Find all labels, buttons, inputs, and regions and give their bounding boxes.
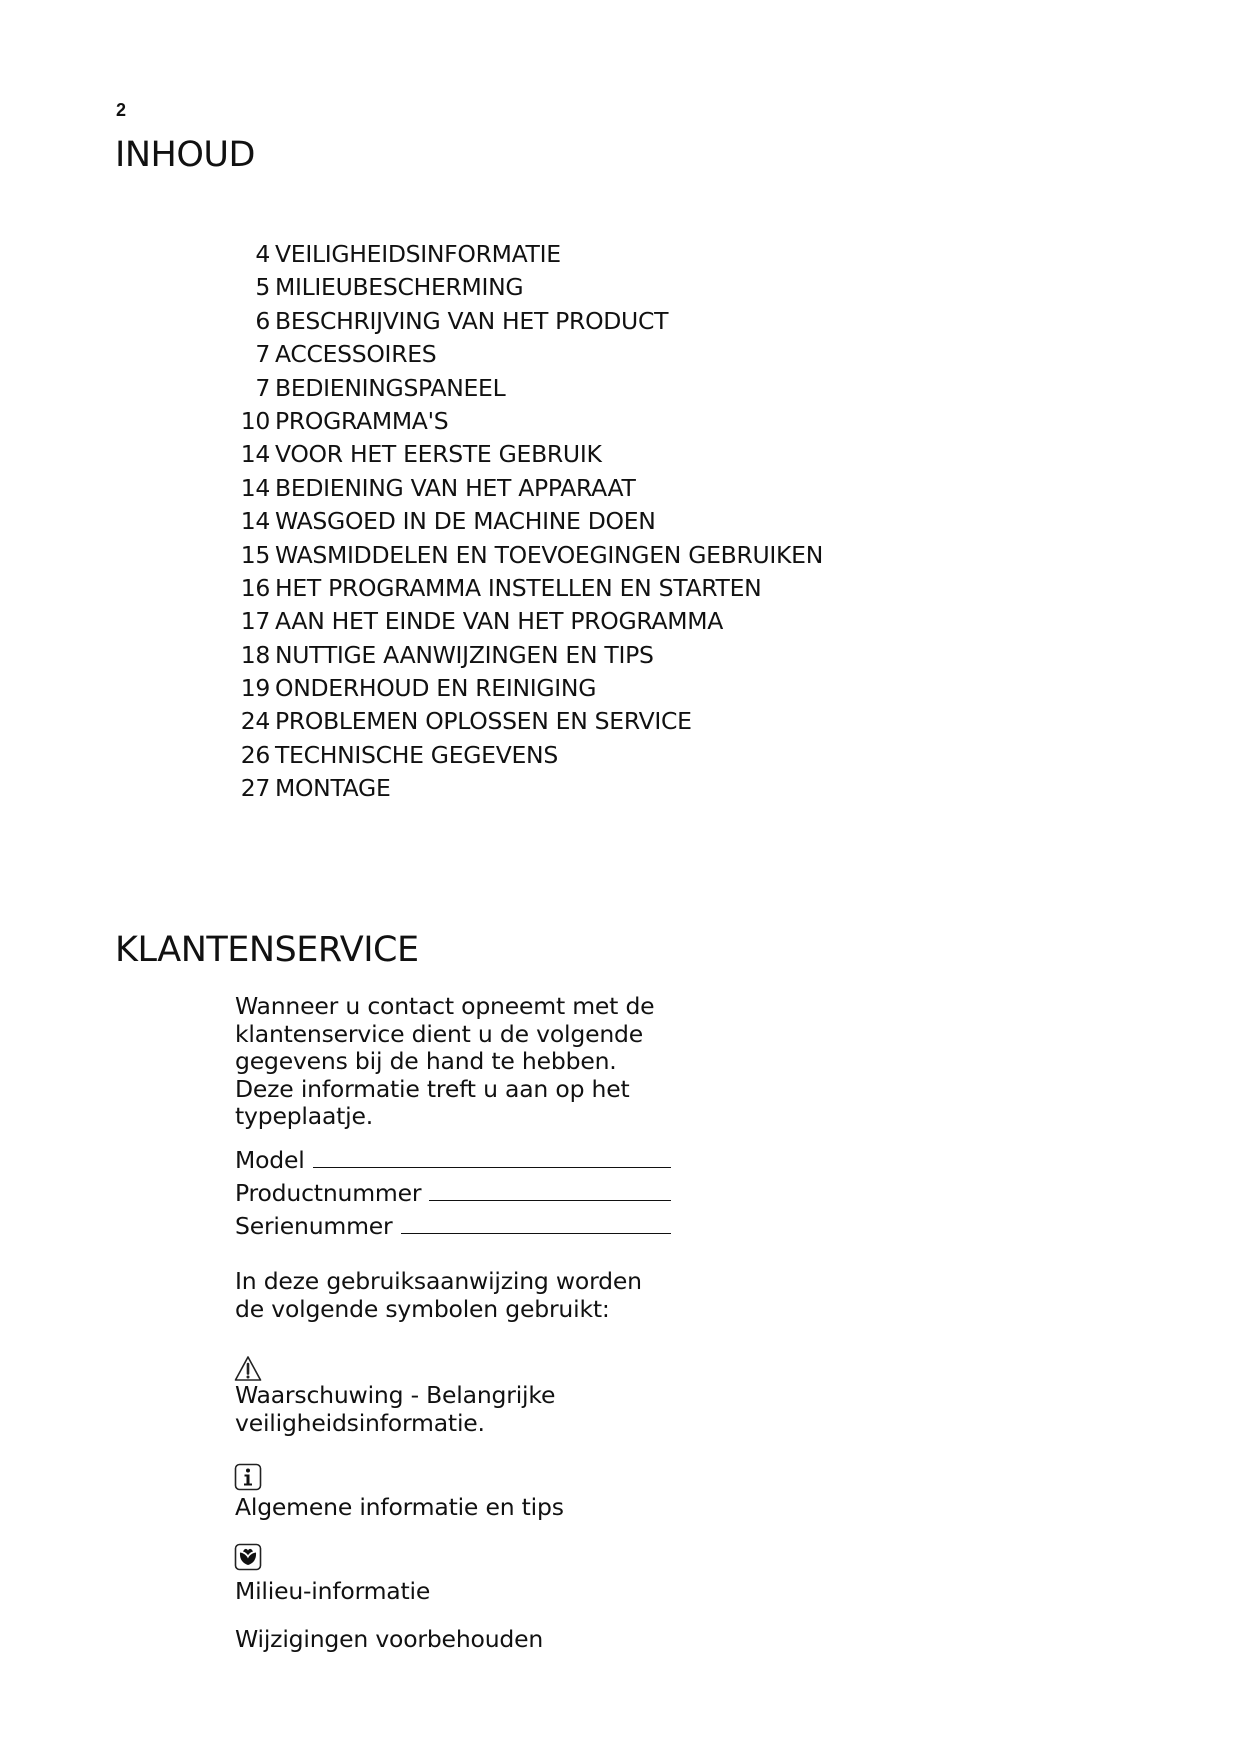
toc-item <box>238 539 823 572</box>
toc-item <box>238 338 823 371</box>
environment-leaf-icon <box>234 1543 262 1571</box>
toc-label: WASGOED IN DE MACHINE DOEN <box>275 507 656 536</box>
serial-number-field <box>235 1210 671 1243</box>
toc-item <box>238 705 823 738</box>
toc-label: MILIEUBESCHERMING <box>275 273 524 302</box>
toc-page-number: 26 <box>240 740 270 769</box>
toc-item <box>238 238 823 271</box>
toc-item <box>238 271 823 304</box>
table-of-contents <box>238 238 823 806</box>
toc-page-number: 14 <box>240 473 270 502</box>
toc-item <box>238 572 823 605</box>
toc-page-number: 16 <box>240 573 270 602</box>
model-label: Model <box>235 1146 305 1174</box>
toc-page-number: 14 <box>240 440 270 469</box>
symbols-intro: In deze gebruiksaanwijzing worden de volgende symbolen gebruikt: <box>235 1267 642 1323</box>
toc-item <box>238 438 823 471</box>
model-field <box>235 1144 671 1177</box>
toc-page-number: 10 <box>240 406 270 435</box>
toc-label: PROBLEMEN OPLOSSEN EN SERVICE <box>275 707 692 736</box>
toc-item <box>238 639 823 672</box>
toc-label: MONTAGE <box>275 774 391 803</box>
toc-item <box>238 772 823 805</box>
toc-item <box>238 372 823 405</box>
toc-page-number: 7 <box>255 340 270 369</box>
toc-page-number: 18 <box>240 640 270 669</box>
changes-notice: Wijzigingen voorbehouden <box>235 1625 544 1653</box>
model-blank-line <box>313 1147 671 1168</box>
page-number: 2 <box>116 100 127 120</box>
info-symbol-text: Algemene informatie en tips <box>235 1493 564 1521</box>
toc-label: AAN HET EINDE VAN HET PROGRAMMA <box>275 607 723 636</box>
toc-item <box>238 305 823 338</box>
toc-label: PROGRAMMA'S <box>275 406 449 435</box>
toc-page-number: 24 <box>240 707 270 736</box>
toc-label: ONDERHOUD EN REINIGING <box>275 674 597 703</box>
toc-item <box>238 505 823 538</box>
customer-service-title: KLANTENSERVICE <box>115 930 419 970</box>
product-number-blank-line <box>429 1180 671 1201</box>
toc-item <box>238 405 823 438</box>
product-number-label: Productnummer <box>235 1179 422 1207</box>
toc-label: VEILIGHEIDSINFORMATIE <box>275 240 561 268</box>
toc-item <box>238 739 823 772</box>
identification-fields <box>235 1144 671 1243</box>
toc-item <box>238 605 823 638</box>
toc-label: BEDIENING VAN HET APPARAAT <box>275 473 636 502</box>
toc-page-number: 7 <box>255 373 270 402</box>
toc-label: TECHNISCHE GEGEVENS <box>275 740 558 769</box>
toc-page-number: 14 <box>240 507 270 536</box>
serial-number-label: Serienummer <box>235 1212 393 1240</box>
toc-page-number: 15 <box>240 540 270 569</box>
toc-page-number: 5 <box>255 273 270 302</box>
toc-label: BEDIENINGSPANEEL <box>275 373 506 402</box>
toc-page-number: 6 <box>255 306 270 335</box>
toc-label: HET PROGRAMMA INSTELLEN EN STARTEN <box>275 573 762 602</box>
toc-item <box>238 472 823 505</box>
toc-label: WASMIDDELEN EN TOEVOEGINGEN GEBRUIKEN <box>275 540 823 569</box>
toc-label: ACCESSOIRES <box>275 340 437 369</box>
toc-page-number: 17 <box>240 607 270 636</box>
toc-label: BESCHRIJVING VAN HET PRODUCT <box>275 306 669 335</box>
toc-page-number: 27 <box>240 774 270 803</box>
warning-symbol-text: Waarschuwing - Belangrijke veiligheidsinformatie. <box>235 1381 556 1437</box>
customer-service-intro: Wanneer u contact opneemt met de klantenservice dient u de volgende gegevens bij de hand te hebben. Deze informatie treft u aan op het typeplaatje. <box>235 992 655 1130</box>
warning-triangle-icon <box>234 1355 262 1383</box>
contents-title: INHOUD <box>115 135 255 175</box>
toc-page-number: 4 <box>255 240 270 268</box>
serial-number-blank-line <box>401 1213 671 1234</box>
environment-symbol-text: Milieu-informatie <box>235 1577 431 1605</box>
info-icon <box>234 1463 262 1491</box>
product-number-field <box>235 1177 671 1210</box>
toc-label: NUTTIGE AANWIJZINGEN EN TIPS <box>275 640 654 669</box>
toc-page-number: 19 <box>240 674 270 703</box>
toc-label: VOOR HET EERSTE GEBRUIK <box>275 440 602 469</box>
toc-item <box>238 672 823 705</box>
